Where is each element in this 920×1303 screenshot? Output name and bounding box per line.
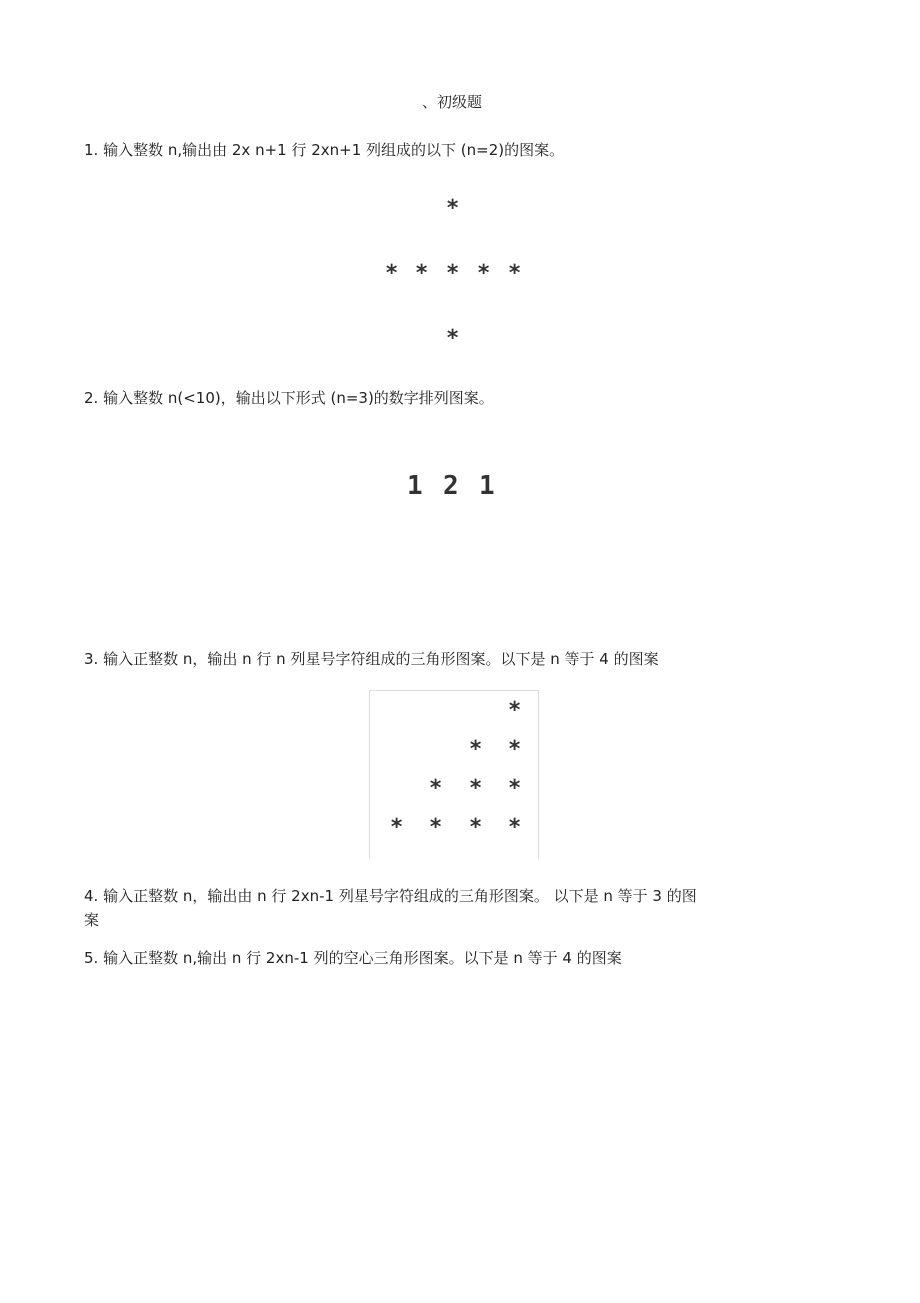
star-mark: * (508, 261, 522, 286)
star-mark: * (469, 815, 483, 840)
question-3: 3. 输入正整数 n，输出 n 行 n 列星号字符组成的三角形图案。以下是 n 等于 4 的图案 (84, 650, 659, 668)
number-2: 2 (443, 471, 459, 501)
star-mark: * (477, 261, 491, 286)
star-mark: * (446, 326, 460, 351)
star-mark: * (508, 776, 522, 801)
number-3: 1 (479, 471, 495, 501)
question-2: 2. 输入整数 n(<10)，输出以下形式 (n=3)的数字排列图案。 (84, 389, 494, 407)
question-4: 4. 输入正整数 n，输出由 n 行 2xn-1 列星号字符组成的三角形图案。 以下是 n 等于 3 的图 (84, 887, 697, 905)
number-1: 1 (407, 471, 423, 501)
star-mark: * (508, 698, 522, 723)
star-mark: * (508, 815, 522, 840)
star-mark: * (469, 776, 483, 801)
star-mark: * (429, 776, 443, 801)
question-4-cont: 案 (84, 911, 100, 929)
star-mark: * (415, 261, 429, 286)
section-title: 、初级题 (422, 93, 483, 111)
question-1: 1. 输入整数 n,输出由 2x n+1 行 2xn+1 列组成的以下 (n=2)的图案。 (84, 141, 565, 159)
star-mark: * (429, 815, 443, 840)
star-mark: * (508, 737, 522, 762)
star-mark: * (446, 261, 460, 286)
star-mark: * (469, 737, 483, 762)
star-mark: * (385, 261, 399, 286)
star-mark: * (446, 196, 460, 221)
star-mark: * (390, 815, 404, 840)
question-5: 5. 输入正整数 n,输出 n 行 2xn-1 列的空心三角形图案。以下是 n 等于 4 的图案 (84, 949, 622, 967)
